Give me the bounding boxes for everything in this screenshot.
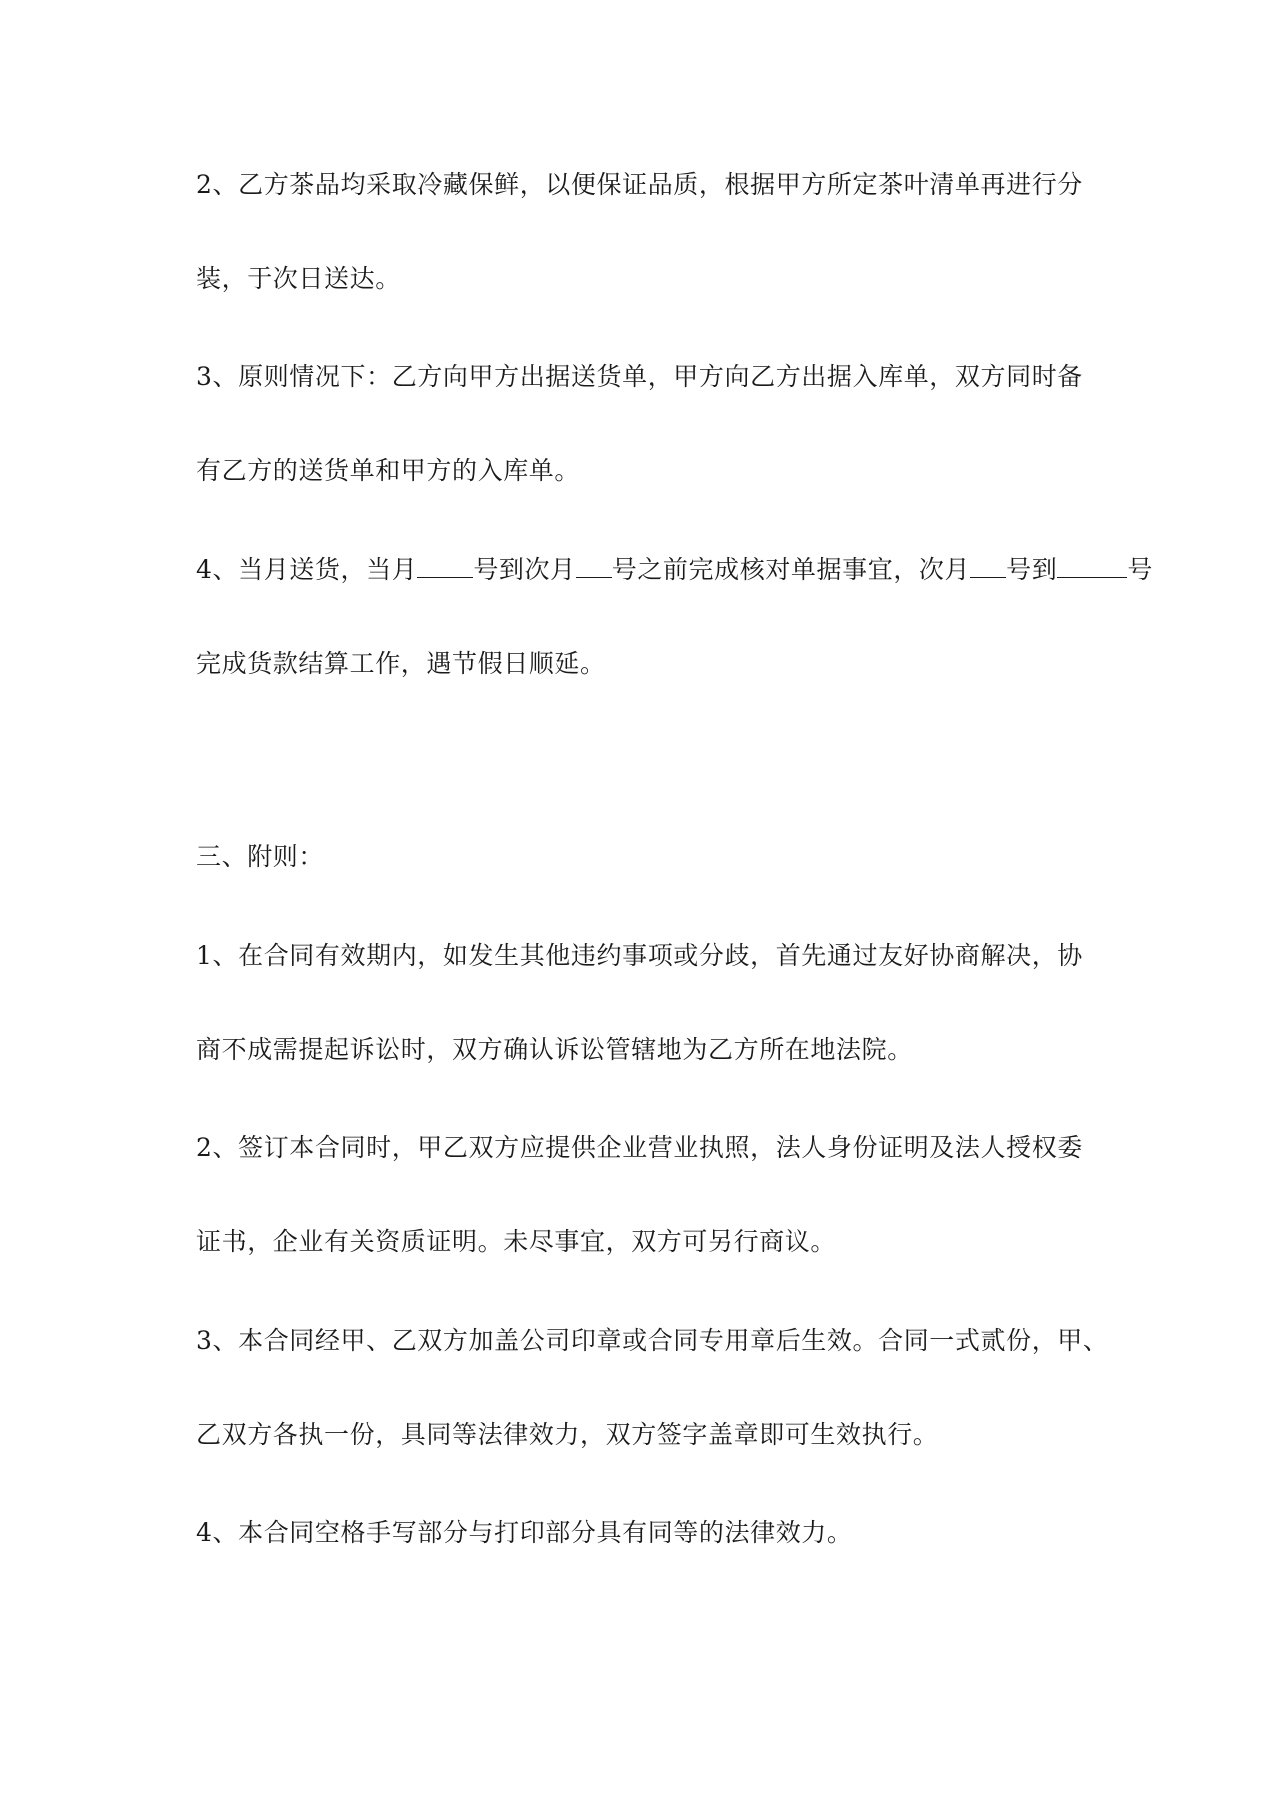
- fill-in-blank: [576, 555, 612, 578]
- clause-3-line-1: 3、原则情况下：乙方向甲方出据送货单，甲方向乙方出据入库单，双方同时备: [196, 362, 1083, 391]
- clause-4-text-part-4: 号到: [1006, 555, 1058, 584]
- appendix-clause-4-line-1: 4、本合同空格手写部分与打印部分具有同等的法律效力。: [196, 1518, 853, 1547]
- appendix-clause-3-line-2: 乙双方各执一份，具同等法律效力，双方签字盖章即可生效执行。: [196, 1420, 939, 1449]
- fill-in-blank: [417, 555, 473, 578]
- appendix-clause-2-line-2: 证书，企业有关资质证明。未尽事宜，双方可另行商议。: [196, 1227, 837, 1256]
- clause-3-line-2: 有乙方的送货单和甲方的入库单。: [196, 456, 581, 485]
- clause-4-text-part-2: 号到次月: [473, 555, 576, 584]
- fill-in-blank: [970, 555, 1006, 578]
- clause-4-line-2: 完成货款结算工作，遇节假日顺延。: [196, 649, 606, 678]
- appendix-clause-1-line-2: 商不成需提起诉讼时，双方确认诉讼管辖地为乙方所在地法院。: [196, 1035, 913, 1064]
- section-3-heading: 三、附则：: [196, 842, 325, 871]
- clause-4-text-part-3: 号之前完成核对单据事宜，次月: [611, 555, 971, 584]
- clause-2-line-2: 装，于次日送达。: [196, 264, 401, 293]
- fill-in-blank: [1057, 555, 1127, 578]
- appendix-clause-3-line-1: 3、本合同经甲、乙双方加盖公司印章或合同专用章后生效。合同一式贰份，甲、: [196, 1326, 1109, 1355]
- clause-2-line-1: 2、乙方茶品均采取冷藏保鲜，以便保证品质，根据甲方所定茶叶清单再进行分: [196, 170, 1083, 199]
- appendix-clause-2-line-1: 2、签订本合同时，甲乙双方应提供企业营业执照，法人身份证明及法人授权委: [196, 1133, 1083, 1162]
- clause-4-text-part-1: 4、当月送货，当月: [196, 555, 418, 584]
- clause-4-text-part-5: 号: [1127, 555, 1153, 584]
- appendix-clause-1-line-1: 1、在合同有效期内，如发生其他违约事项或分歧，首先通过友好协商解决，协: [196, 941, 1083, 970]
- clause-4-line-1: [196, 553, 1153, 587]
